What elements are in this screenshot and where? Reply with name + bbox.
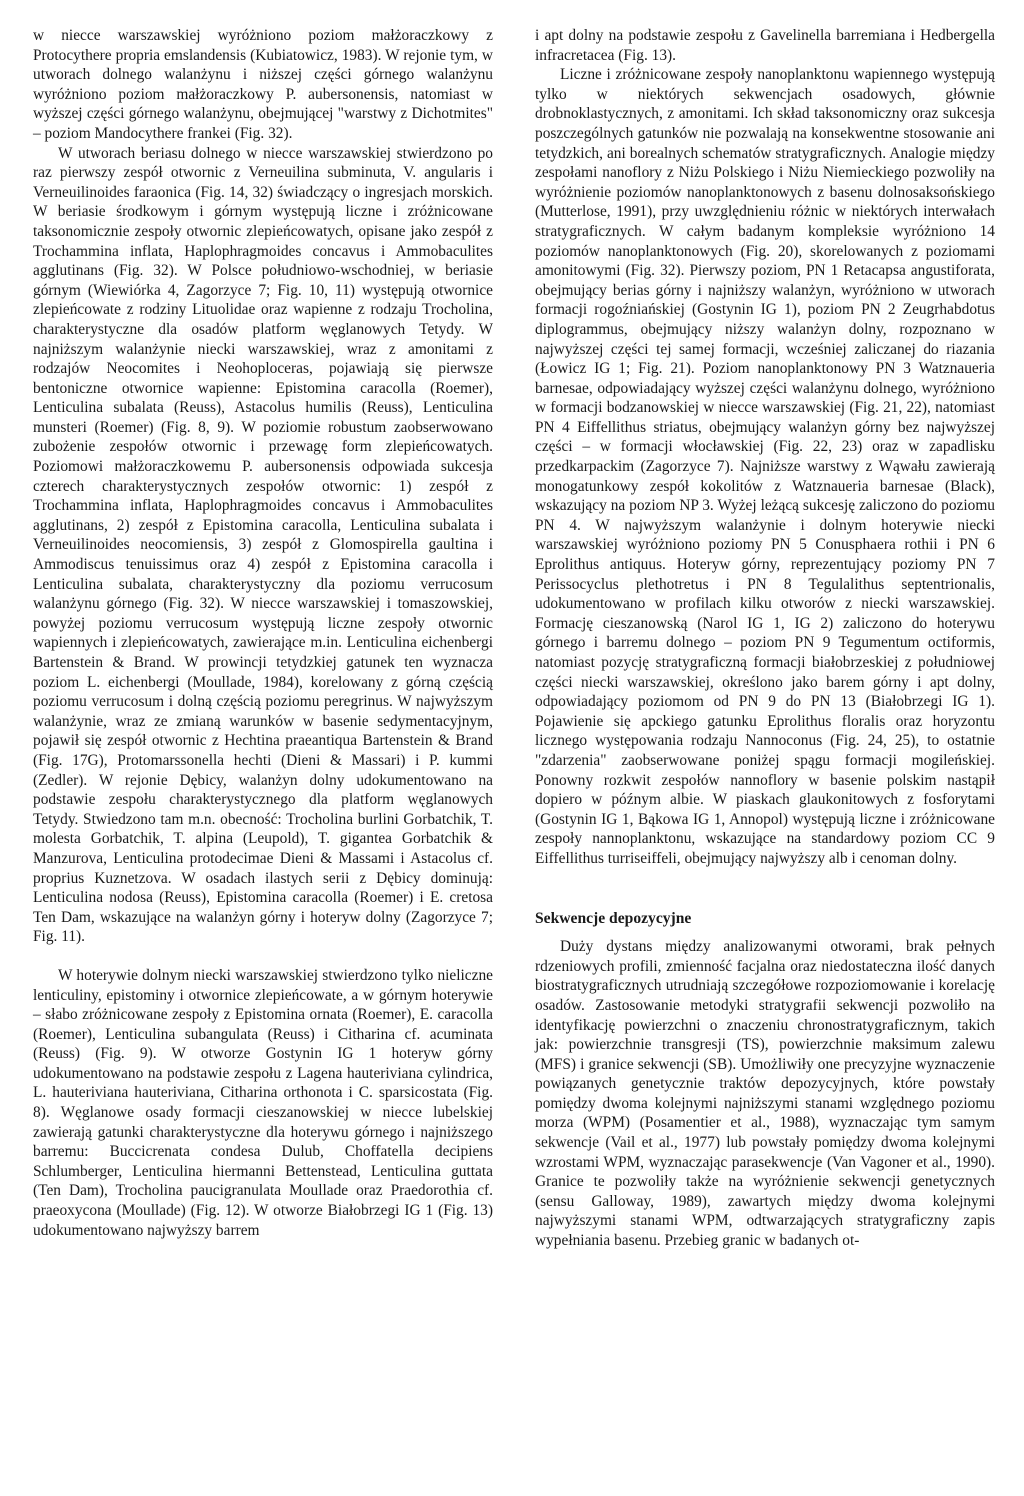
body-paragraph: i apt dolny na podstawie zespołu z Gavelinella barremiana i Hedbergella infracretacea (Fig. 13). — [535, 27, 995, 64]
section-heading: Sekwencje depozycyjne — [535, 909, 692, 927]
body-paragraph: w niecce warszawskiej wyróżniono poziom małżoraczkowy z Protocythere propria emslandensis (Kubiatowicz, 1983). W rejonie tym, w utworach dolnego walanżynu i niższej części górnego walanżynu wyróżniono poziom małżoraczkowy P. aubersonensis, natomiast w wyższej części górnego walanżynu, obejmującej "warstwy z Dichotmites" – poziom Mandocythere frankei (Fig. 32). — [33, 27, 493, 142]
left-text-column — [33, 26, 493, 1240]
body-paragraph: Duży dystans między analizowanymi otworami, brak pełnych rdzeniowych profili, zmienność facjalna oraz niedostateczna ilość danych biostratygraficznych utrudniają szczegółowe rozpoziomowanie i korelację osadów. Zastosowanie metodyki stratygrafii sekwencji pozwoliło na identyfikację powierzchni o znaczeniu chronostratygraficznym, takich jak: powierzchnie transgresji (TS), powierzchnie maksimum zalewu (MFS) i granice sekwencji (SB). Umożliwiły one precyzyjne wyznaczenie powiązanych genetycznie traktów depozycyjnych, które powstały pomiędzy dwoma kolejnymi najniższymi stanami względnego poziomu morza (WPM) (Posamentier et al., 1988), wyznaczając tym samym sekwencje (Vail et al., 1977) lub powstały pomiędzy dwoma kolejnymi wzrostami WPM, wyznaczając parasekwencje (Van Vagoner et al., 1990). Granice te pozwoliły także na wyróżnienie sekwencji genetycznych (sensu Galloway, 1989), zawartych między dwoma kolejnymi najwyższymi stanami WPM, odtwarzających stratygraficzny zapis wypełniania basenu. Przebieg granic w badanych ot- — [535, 938, 995, 1250]
body-paragraph: W hoterywie dolnym niecki warszawskiej stwierdzono tylko nieliczne lenticuliny, epistominy i otwornice zlepieńcowate, a w górnym hoterywie – słabo zróżnicowane zespoły z Epistomina ornata (Roemer), E. caracolla (Roemer), Lenticulina subangulata (Reuss) i Citharina cf. acuminata (Reuss) (Fig. 9). W otworze Gostynin IG 1 hoteryw górny udokumentowano na podstawie zespołu z Lagena hauteriviana cylindrica, L. hauteriviana hauteriviana, Citharina orthonota i C. sparsicostata (Fig. 8). Węglanowe osady formacji cieszanowskiej w niecce lubelskiej zawierają gatunki charakterystyczne dla hoterywu górnego i najniższego barremu: Buccicrenata condesa Dulub, Choffatella decipiens Schlumberger, Lenticulina hiermanni Bettenstead, Lenticulina guttata (Ten Dam), Trocholina paucigranulata Moullade oraz Praedorothia cf. praeoxycona (Moullade) (Fig. 12). W otworze Białobrzegi IG 1 (Fig. 13) udokumentowano najwyższy barrem — [33, 966, 493, 1239]
right-text-column — [535, 26, 995, 1251]
body-paragraph: W utworach beriasu dolnego w niecce warszawskiej stwierdzono po raz pierwszy zespół otwornic z Verneuilina subminuta, V. angularis i Verneuilinoides faraonica (Fig. 14, 32) świadczący o ingresjach morskich. W beriasie środkowym i górnym występują liczne i zróżnicowane taksonomicznie zespoły otwornic zlepieńcowatych, opisane jako zespół z Trochammina inflata, Haplophragmoides concavus i Ammobaculites agglutinans (Fig. 32). W Polsce południowo-wschodniej, w beriasie górnym (Wiewiórka 4, Zagorzyce 7; Fig. 10, 11) występują otwornice zlepieńcowate z rodziny Lituolidae oraz wapienne z rodzaju Trocholina, charakterystyczne dla osadów platform węglanowych Tetydy. W najniższym walanżynie niecki warszawskiej, wraz z amonitami z rodzajów Neocomites i Neohoploceras, pojawiają się pierwsze bentoniczne otwornice wapienne: Epistomina caracolla (Roemer), Lenticulina subalata (Reuss), Astacolus humilis (Reuss), Lenticulina munsteri (Roemer) (Fig. 8, 9). W poziomie robustum zaobserwowano zubożenie zespołów otwornic i przewagę form zlepieńcowatych. Poziomowi małżoraczkowemu P. aubersonensis odpowiada sukcesja czterech charakterystycznych zespołów otwornic: 1) zespół z Trochammina inflata, Haplophragmoides concavus i Ammobaculites agglutinans, 2) zespół z Epistomina caracolla, Lenticulina subalata i Verneuilinoides neocomiensis, 3) zespół z Glomospirella gaultina i Ammodiscus tenuissimus oraz 4) zespół z Epistomina caracolla i Lenticulina subalata, charakterystyczny dla poziomu verrucosum walanżynu górnego (Fig. 32). W niecce warszawskiej i tomaszowskiej, powyżej poziomu verrucosum występują liczne zespoły otwornic wapiennych i zlepieńcowatych, zawierające m.in. Lenticulina eichenbergi Bartenstein & Brand. W prowincji tetydzkiej gatunek ten wyznacza poziom L. eichenbergi (Moullade, 1984), korelowany z górną częścią poziomu verrucosum i dolną częścią poziomu peregrinus. W najwyższym walanżynie, wraz ze zmianą warunków w basenie sedymentacyjnym, pojawił się zespół otwornic z Hechtina praeantiqua Bartenstein & Brand (Fig. 17G), Protomarssonella hechti (Dieni & Massari) i P. kummi (Zedler). W rejonie Dębicy, walanżyn dolny udokumentowano na podstawie zespołu charakterystycznego dla platform węglanowych Tetydy. Stwiedzono tam m.n. obecność: Trocholina burlini Gorbatchik, T. molesta Gorbatchik, T. alpina (Leupold), T. gigantea Gorbatchik & Manzurova, Lenticulina protodecimae Dieni & Massami i Astacolus cf. proprius Kuznetzova. W osadach ilastych serii z Dębicy dominują: Lenticulina nodosa (Reuss), Epistomina caracolla (Roemer) i E. cretosa Ten Dam, wskazujące na walanżyn górny i hoteryw dolny (Zagorzyce 7; Fig. 11). — [33, 144, 493, 946]
body-paragraph: Liczne i zróżnicowane zespoły nanoplanktonu wapiennego występują tylko w niektórych sekwencjach osadowych, głównie drobnoklastycznych, z amonitami. Ich skład taksonomiczny oraz sukcesja poszczególnych gatunków nie pozwalają na konsekwentne stosowanie ani tetydzkich, ani borealnych schematów stratygraficznych. Analogie między zespołami nanoflory z Niżu Polskiego i Niżu Niemieckiego pozwoliły na wyróżnienie poziomów nanoplanktonowych z basenu dolnosaksońskiego (Mutterlose, 1991), przy uwzględnieniu różnic w niektórych interwałach stratygraficznych. W całym badanym kompleksie wyróżniono 14 poziomów nanoplanktonowych (Fig. 20), skorelowanych z poziomami amonitowymi (Fig. 32). Pierwszy poziom, PN 1 Retacapsa angustiforata, obejmujący berias górny i najniższy walanżyn, wyróżniono w utworach formacji rogoźniańskiej (Gostynin IG 1), poziom PN 2 Zeugrhabdotus diplogrammus, obejmujący niższy walanżyn dolny, rozpoznano w najwyższej części tej samej formacji, wcześniej zaliczanej do riazania (Łowicz IG 1; Fig. 21). Poziom nanoplanktonowy PN 3 Watznaueria barnesae, odpowiadający wyższej części walanżynu dolnego, wyróżniono w formacji bodzanowskiej w niecce warszawskiej (Fig. 21, 22), natomiast PN 4 Eiffellithus striatus, obejmujący walanżyn górny bez najwyższej części – w formacji włocławskiej (Fig. 22, 23) oraz w zapadlisku przedkarpackim (Zagorzyce 7). Najniższe warstwy z Wąwału zawierają monogatunkowy zespół kokolitów z Watznaueria barnesae (Black), wskazujący na poziom NP 3. Wyżej leżącą sukcesję zaliczono do poziomu PN 4. W najwyższym walanżynie i dolnym hoterywie niecki warszawskiej wyróżniono poziomy PN 5 Conusphaera rothii i PN 6 Eprolithus antiquus. Hoteryw górny, reprezentujący poziomy PN 7 Perissocyclus plethotretus i PN 8 Tegulalithus septentrionalis, udokumentowano w profilach kilku otworów z niecki warszawskiej. Formację cieszanowską (Narol IG 1, IG 2) zaliczono do hoterywu górnego i barremu dolnego – poziom PN 9 Tegumentum octiformis, natomiast pozycję stratygraficzną formacji białobrzeskiej z południowej części niecki warszawskiej, określono jako barem górny i apt dolny, odpowiadający poziomom od PN 9 do PN 13 (Białobrzegi IG 1). Pojawienie się apckiego gatunku Eprolithus floralis oraz horyzontu licznego występowania rodzaju Nannoconus (Fig. 24, 25), to ostatnie "zdarzenia" zaobserwowane poniżej spągu formacji mogileńskiej. Ponowny rozkwit zespołów nannoflory w basenie polskim nastąpił dopiero w późnym albie. W piaskach glaukonitowych z fosforytami (Gostynin IG 1, Bąkowa IG 1, Annopol) występują liczne i zróżnicowane zespoły nannoplanktonu, wskazujące na standardowy poziom CC 9 Eiffellithus turriseiffeli, obejmujący najwyższy alb i cenoman dolny. — [535, 66, 995, 867]
